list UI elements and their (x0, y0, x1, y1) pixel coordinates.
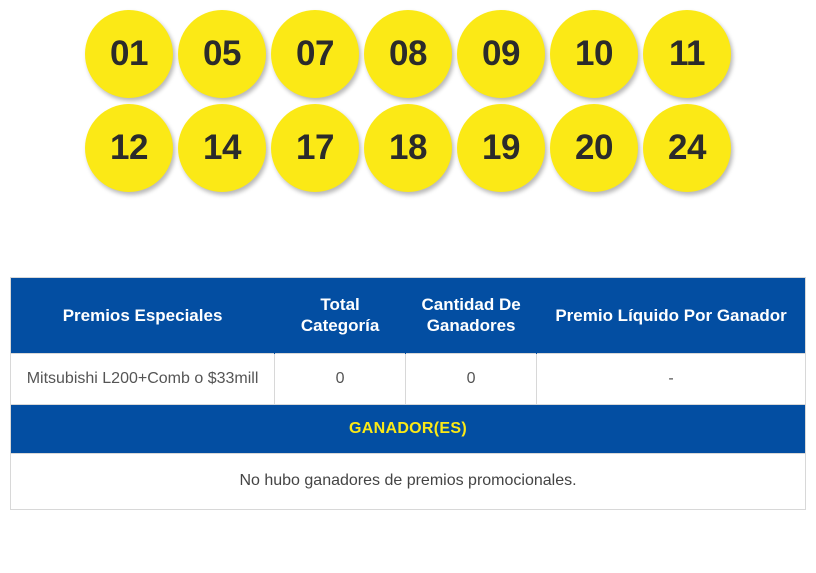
number-ball: 17 (271, 104, 359, 192)
number-ball: 01 (85, 10, 173, 98)
column-header-winners-count: Cantidad De Ganadores (406, 278, 537, 353)
number-ball: 24 (643, 104, 731, 192)
number-ball: 10 (550, 10, 638, 98)
number-ball: 05 (178, 10, 266, 98)
number-ball: 14 (178, 104, 266, 192)
number-ball: 20 (550, 104, 638, 192)
drawn-numbers-row-1 (0, 10, 816, 98)
number-ball: 11 (643, 10, 731, 98)
column-header-special-prizes: Premios Especiales (11, 278, 275, 353)
cell-winners-count: 0 (406, 353, 537, 404)
special-prizes-table-wrapper (10, 277, 806, 510)
cell-total-category: 0 (275, 353, 406, 404)
number-ball: 09 (457, 10, 545, 98)
number-ball: 12 (85, 104, 173, 192)
number-ball: 07 (271, 10, 359, 98)
number-ball: 19 (457, 104, 545, 192)
drawn-numbers-area (0, 0, 816, 192)
table-row (11, 353, 805, 404)
column-header-net-prize: Premio Líquido Por Ganador (537, 278, 805, 353)
number-ball: 08 (364, 10, 452, 98)
number-ball: 18 (364, 104, 452, 192)
column-header-total-category: Total Categoría (275, 278, 406, 353)
drawn-numbers-row-2 (0, 104, 816, 192)
cell-net-prize: - (537, 353, 805, 404)
special-prizes-table (11, 278, 805, 509)
winners-banner-label: GANADOR(ES) (11, 404, 805, 453)
cell-prize-name: Mitsubishi L200+Comb o $33mill (11, 353, 275, 404)
winners-message-row (11, 454, 805, 509)
winners-message-text: No hubo ganadores de premios promocionales. (11, 454, 805, 509)
winners-banner-row (11, 404, 805, 453)
table-header-row (11, 278, 805, 353)
